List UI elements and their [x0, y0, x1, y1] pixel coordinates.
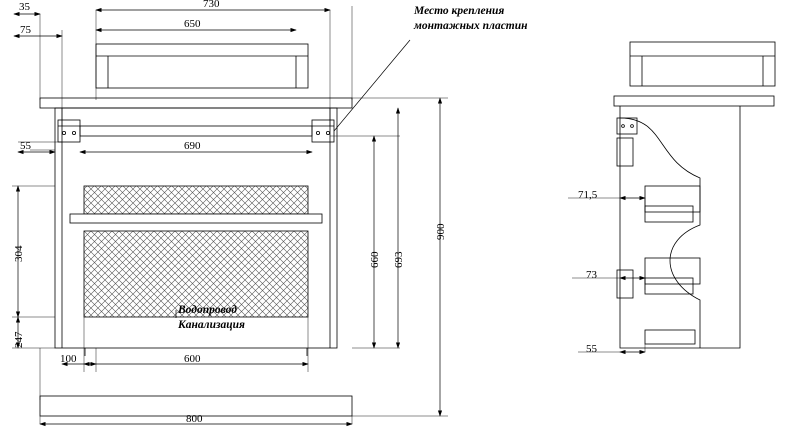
dim-rail-width: 690: [184, 140, 201, 152]
note-sewerage: Канализация: [178, 319, 245, 331]
dim-left-edge-offset: 75: [20, 24, 31, 36]
dim-overall-height: 900: [435, 223, 447, 240]
dim-inner-top-width: 650: [184, 18, 201, 30]
dim-foot-offset: 100: [60, 353, 77, 365]
dim-lower-height: 247: [13, 331, 25, 348]
dim-base-width: 800: [186, 413, 203, 425]
dim-bottom-depth: 55: [586, 343, 597, 355]
mounting-plate-leader: [334, 40, 410, 131]
dim-overall-top-width: 730: [203, 0, 220, 10]
note-mounting-plates-line2: монтажных пластин: [414, 20, 528, 32]
side-view-dimension-arrows: [620, 198, 645, 352]
dim-drawer-height: 304: [13, 245, 25, 262]
dim-rail-drop: 55: [20, 140, 31, 152]
dim-lower-depth: 73: [586, 269, 597, 281]
note-water-supply: Водопровод: [178, 304, 237, 316]
dim-height-693: 693: [393, 251, 405, 268]
dim-top-offset-left: 35: [19, 1, 30, 13]
side-view-geometry: [614, 42, 775, 348]
note-mounting-plates-line1: Место крепления: [414, 5, 505, 17]
dim-height-660: 660: [369, 251, 381, 268]
side-view-extension-lines: [568, 198, 645, 352]
dim-drawer-width: 600: [184, 353, 201, 365]
dim-upper-depth: 71,5: [578, 189, 598, 201]
